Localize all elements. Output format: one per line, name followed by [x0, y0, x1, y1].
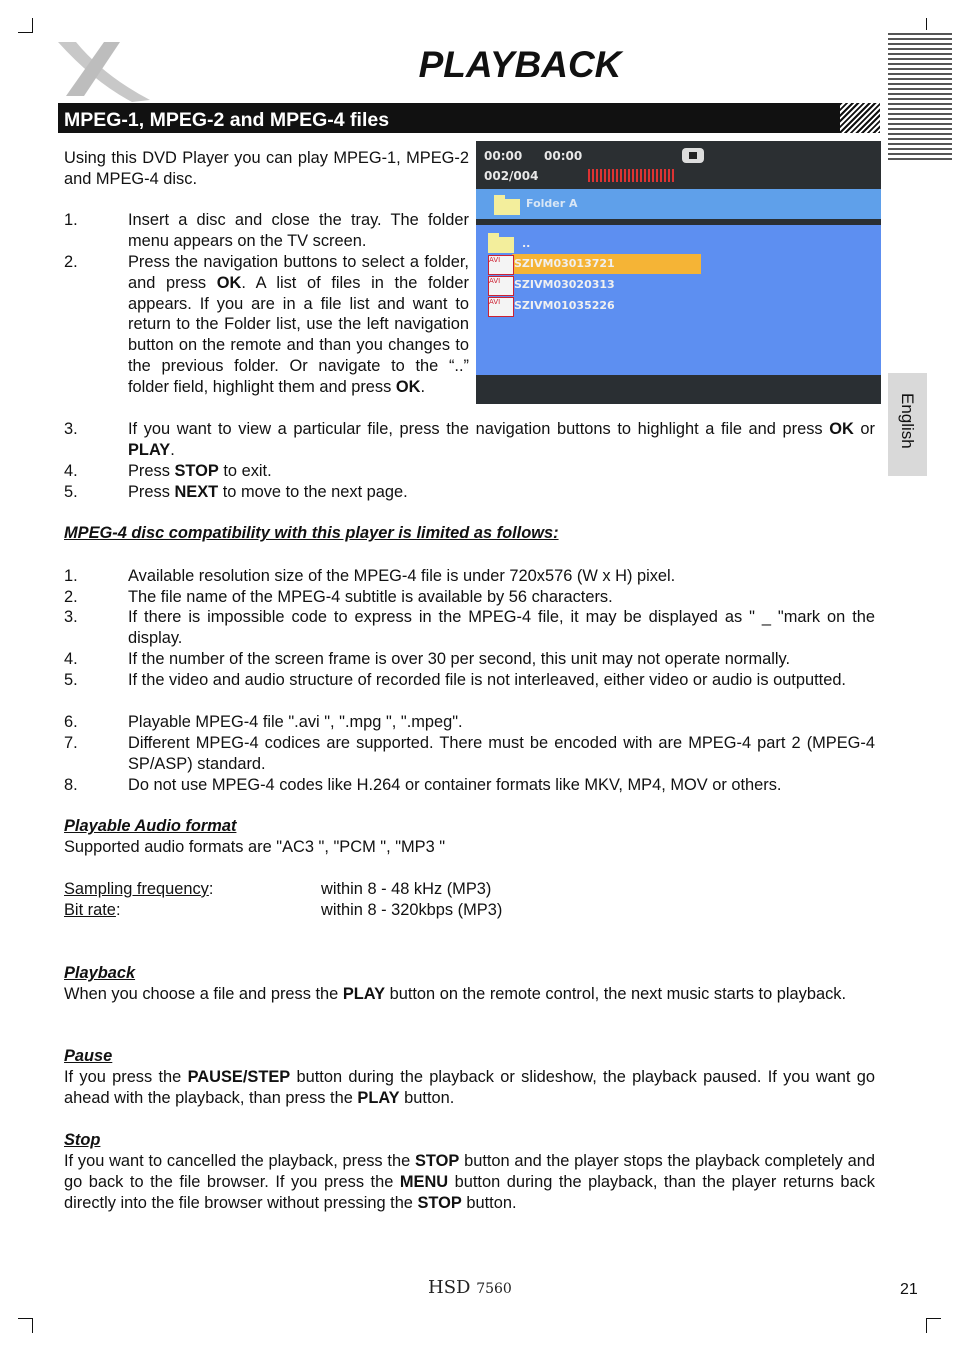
- language-label: English: [898, 393, 917, 449]
- sampling-frequency-value: within 8 - 48 kHz (MP3): [321, 880, 492, 898]
- language-tab: [888, 373, 927, 476]
- compat-number: 3.: [64, 608, 78, 626]
- header-stripes: [888, 30, 952, 160]
- stop-icon: [682, 148, 704, 163]
- step-number: 1.: [64, 211, 78, 229]
- avi-file-icon: AVI: [488, 255, 514, 275]
- page-title: PLAYBACK: [418, 44, 622, 85]
- compat-text: If the video and audio structure of recorded file is not interleaved, either video or audio is outputted.: [128, 671, 846, 689]
- step-text: Press NEXT to move to the next page.: [128, 483, 408, 501]
- stop-heading: Stop: [64, 1131, 101, 1149]
- compat-text: Do not use MPEG-4 codes like H.264 or container formats like MKV, MP4, MOV or others.: [128, 776, 782, 794]
- step-text: Insert a disc and close the tray. The folder menu appears on the TV screen.: [128, 211, 469, 250]
- pause-text: If you press the PAUSE/STEP button during the playback or slideshow, the playback paused. If you want go ahead with the playback, than press the PLAY button.: [64, 1068, 875, 1107]
- compat-number: 4.: [64, 650, 78, 668]
- parent-folder-icon: [488, 237, 514, 253]
- step-number: 5.: [64, 483, 78, 501]
- stop-text: If you want to cancelled the playback, press the STOP button and the player stops the playback completely and go back to the file browser. If you press the MENU button during the playback, than the player returns back directly into the file browser without pressing the STOP button.: [64, 1152, 875, 1212]
- compat-number: 6.: [64, 713, 78, 731]
- compat-number: 7.: [64, 734, 78, 752]
- section-title: MPEG-1, MPEG-2 and MPEG-4 files: [64, 109, 390, 131]
- crop-mark-bottom-left: [18, 1318, 33, 1333]
- playback-heading: Playback: [64, 964, 136, 982]
- step-number: 3.: [64, 420, 78, 438]
- compat-text: Available resolution size of the MPEG-4 file is under 720x576 (W x H) pixel.: [128, 567, 676, 585]
- dvd-file-browser-screenshot: [476, 141, 881, 404]
- elapsed-time: 00:00: [484, 149, 523, 163]
- pause-heading: Pause: [64, 1047, 113, 1065]
- avi-file-icon: AVI: [488, 297, 514, 317]
- step-text: Press STOP to exit.: [128, 462, 272, 480]
- step-number: 2.: [64, 253, 78, 271]
- file-name: SZIVM03013721: [514, 257, 615, 270]
- compat-heading: MPEG-4 disc compatibility with this player is limited as follows:: [64, 524, 559, 542]
- compat-number: 8.: [64, 776, 78, 794]
- crop-mark-top-left: [18, 18, 33, 33]
- level-meter: [588, 169, 674, 182]
- compat-text: Playable MPEG-4 file ".avi ", ".mpg ", ".mpeg".: [128, 713, 463, 731]
- current-folder-name: Folder A: [526, 197, 578, 210]
- compat-number: 1.: [64, 567, 78, 585]
- step-text: Press the navigation buttons to select a folder, and press OK. A list of files in the folder appears. If you are in a file list and want to return to the Folder list, use the left navigation button on the remote and than you changes to the previous folder. Or navigate to the “..” folder field, highlight them and press OK.: [128, 253, 469, 396]
- audio-heading: Playable Audio format: [64, 817, 237, 835]
- intro-paragraph: Using this DVD Player you can play MPEG-1, MPEG-2 and MPEG-4 disc.: [64, 149, 469, 188]
- step-number: 4.: [64, 462, 78, 480]
- crop-mark-bottom-right: [926, 1318, 941, 1333]
- parent-folder-label: ..: [522, 237, 531, 250]
- folder-icon: [494, 199, 520, 215]
- model-logo: HSD 7560: [428, 1277, 512, 1298]
- compat-number: 5.: [64, 671, 78, 689]
- sampling-frequency-label: Sampling frequency:: [64, 880, 214, 898]
- playback-text: When you choose a file and press the PLAY button on the remote control, the next music starts to playback.: [64, 985, 847, 1003]
- compat-text: If the number of the screen frame is over 30 per second, this unit may not operate normally.: [128, 650, 791, 668]
- compat-number: 2.: [64, 588, 78, 606]
- file-name: SZIVM03020313: [514, 278, 615, 291]
- step-text: If you want to view a particular file, press the navigation buttons to highlight a file and press OK or PLAY.: [128, 420, 875, 459]
- total-time: 00:00: [544, 149, 583, 163]
- track-counter: 002/004: [484, 169, 539, 183]
- compat-text: Different MPEG-4 codices are supported. There must be encoded with are MPEG-4 part 2 (MPEG-4 SP/ASP) standard.: [128, 734, 875, 773]
- page-number: 21: [900, 1281, 918, 1298]
- avi-file-icon: AVI: [488, 276, 514, 296]
- bit-rate-value: within 8 - 320kbps (MP3): [321, 901, 503, 919]
- compat-text: If there is impossible code to express in the MPEG-4 file, it may be displayed as " _ "mark on the display.: [128, 608, 875, 647]
- file-name: SZIVM01035226: [514, 299, 615, 312]
- compat-text: The file name of the MPEG-4 subtitle is available by 56 characters.: [128, 588, 613, 606]
- bit-rate-label: Bit rate:: [64, 901, 121, 919]
- audio-text: Supported audio formats are "AC3 ", "PCM ", "MP3 ": [64, 838, 446, 856]
